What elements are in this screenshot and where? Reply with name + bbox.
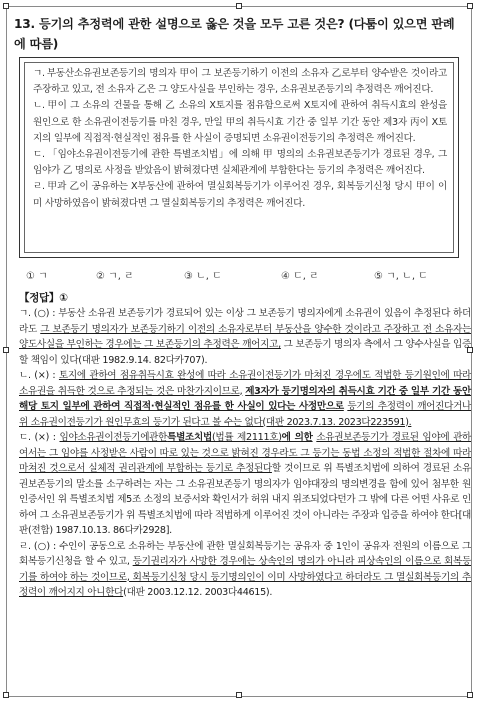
answer-explanation	[19, 290, 471, 601]
statement-text: 甲이 그 소유의 건물을 통해 乙 소유의 X토지를 점유함으로써 X토지에 관하여 취득시효의 완성을 원인으로 한 소유권이전등기를 마친 경우, 만일 甲의 취득시효 기간 중 일부 기간 동안 제3자 丙이 X토지의 일부에 직접적·현실적인 점유를 한 사실이 증명되면 소유권이전등기의 추정력은 깨어진다.	[33, 100, 447, 144]
answer-title: 【정답】①	[19, 292, 68, 304]
statement-text: 甲과 乙이 공유하는 X부동산에 관하여 멸실회복등기가 이루어진 경우, 회복등기신청 당시 甲이 이미 사망하였음이 밝혀졌다면 그 멸실회복등기의 추정력은 깨어진다.	[33, 181, 447, 209]
statement-label: ㄱ.	[33, 68, 45, 79]
question-number: 13.	[14, 17, 35, 31]
statement-text: 「임야소유권이전등기에 관한 특별조치법」에 의해 甲 명의의 소유권보존등기가 경료된 경우, 그 임야가 乙 명의로 사정을 받았음이 밝혀졌다면 실체관계에 부합한다는 등기의 추정력은 깨어진다.	[33, 149, 447, 177]
statement-box	[19, 57, 459, 258]
resize-handle-top-center[interactable]	[236, 3, 242, 9]
resize-handle-bottom-left[interactable]	[3, 692, 9, 698]
question-text: 등기의 추정력에 관한 설명으로 옳은 것을 모두 고른 것은? (다툼이 있으면 판례에 따름)	[14, 17, 455, 51]
choice-2[interactable]: ② ㄱ, ㄹ	[96, 271, 134, 282]
explanation-c: ㄷ. (×) : 임야소유권이전등기에관한특별조치법(법률 제2111호)에 의한 소유권보존등기가 경료된 임야에 관하여서는 그 임야를 사정받은 사람이 따로 있는 것으로 밝혀진 경우라도 그 등기는 동법 소정의 적법한 절차에 따라 마쳐진 것으로서 실체적 권리관계에 부합하는 등기로 추정된다할 것이므로 위 특별조치법에 의하여 경료된 소유권보존등기의 말소를 소구하려는 자는 그 소유권보존등기 명의자가 임야대장의 명의변경을 함에 있어 첨부한 원인증서인 위 특별조치법 제5조 소정의 보증서와 확인서가 허위 내지 위조되었다던가 그 밖에 다른 어떤 사유로 인하여 그 소유권보존등기가 위 특별조치법에 따라 적법하게 이루어진 것이 아니라는 주장과 입증을 하여야 한다[대판(전합) 1987.10.13. 86다카2928].	[19, 432, 472, 536]
statement-label: ㄹ.	[33, 181, 45, 193]
statement-label: ㄷ.	[33, 149, 45, 161]
choice-4[interactable]: ④ ㄷ, ㄹ	[281, 271, 319, 282]
explanation-d: ㄹ. (○) : 수인이 공동으로 소유하는 부동산에 관한 멸실회복등기는 공유자 중 1인이 공유자 전원의 이름으로 그 회복등기신청을 할 수 있고, 등기권리자가 사망한 경우에는 상속인의 명의가 아니라 피상속인의 이름으로 회복등기를 하여야 하는 것이므로, 회복등기신청 당시 등기명의인이 이미 사망하였다고 하더라도 그 멸실회복등기의 추정력이 깨어지지 아니한다(대판 2003.12.12. 2003다44615).	[19, 540, 472, 598]
statement-text: 부동산소유권보존등기의 명의자 甲이 그 보존등기하기 이전의 소유자 乙로부터 양수받은 것이라고 주장하고 있고, 전 소유자 乙은 그 양도사실을 부인하는 경우, 소유권보존등기의 추정력은 깨어진다.	[33, 68, 447, 96]
resize-handle-bottom-center[interactable]	[236, 692, 242, 698]
statement-item	[33, 147, 447, 179]
explanation-a: ㄱ. (○) : 부동산 소유권 보존등기가 경료되어 있는 이상 그 보존등기 명의자에게 소유권이 있음이 추정된다 하더라도 그 보존등기 명의자가 보존등기하기 이전의 소유자로부터 부동산을 양수한 것이라고 주장하고 전 소유자는 양도사실을 부인하는 경우에는 그 보존등기의 추정력은 깨어지고, 그 보존등기 명의자 측에서 그 양수사실을 입증할 책임이 있다(대판 1982.9.14. 82다카707).	[19, 308, 471, 366]
resize-handle-top-left[interactable]	[3, 3, 9, 9]
resize-handle-bottom-right[interactable]	[467, 692, 473, 698]
resize-handle-top-right[interactable]	[467, 3, 473, 9]
statement-item	[33, 66, 447, 98]
statement-label: ㄴ.	[33, 100, 45, 112]
question-heading	[14, 14, 464, 54]
answer-choices	[26, 267, 466, 283]
resize-handle-middle-left[interactable]	[3, 347, 9, 353]
explanation-b: ㄴ. (×) : 토지에 관하여 점유취득시효 완성에 따라 소유권이전등기가 마쳐진 경우에도 적법한 등기원인에 따라 소유권을 취득한 것으로 추정되는 것은 마찬가지이므로, 제3자가 등기명의자의 취득시효 기간 중 일부 기간 동안 해당 토지 일부에 관하여 직접적·현실적인 점유를 한 사실이 있다는 사정만으로 등기의 추정력이 깨어진다거나 위 소유권이전등기가 원인무효의 등기가 된다고 볼 수는 없다(대판 2023.7.13. 2023다223591).	[19, 370, 472, 428]
choice-3[interactable]: ③ ㄴ, ㄷ	[184, 271, 222, 282]
statement-item	[33, 98, 447, 147]
statement-box-inner	[24, 62, 454, 253]
choice-5[interactable]: ⑤ ㄱ, ㄴ, ㄷ	[374, 271, 428, 282]
choice-1[interactable]: ① ㄱ	[26, 271, 48, 282]
statement-item	[33, 179, 447, 211]
